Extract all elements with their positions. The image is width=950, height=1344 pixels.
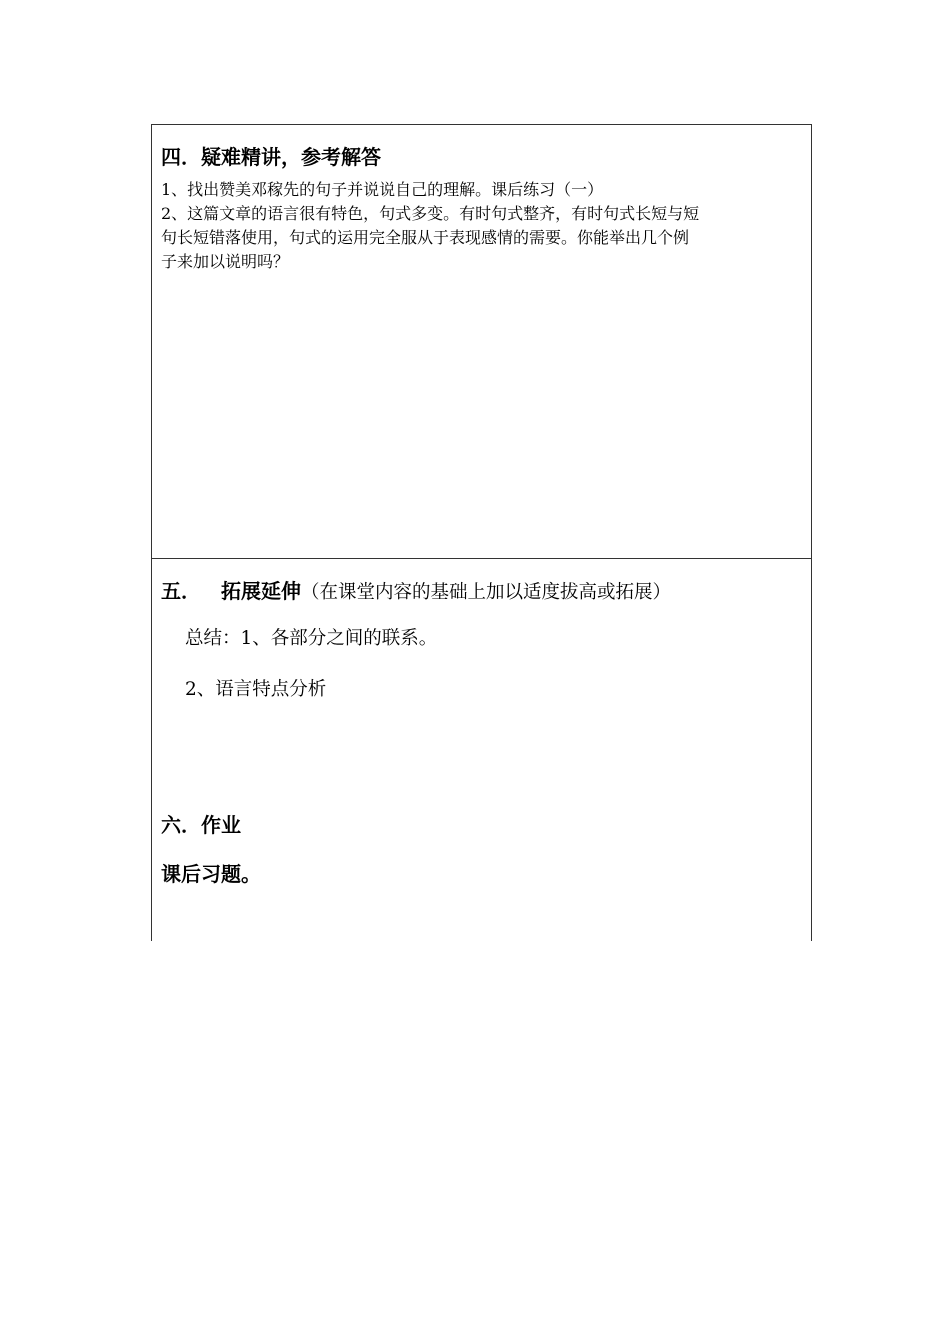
section5-number: 五． — [161, 579, 201, 603]
lesson-table — [151, 124, 812, 941]
section6-task: 课后习题。 — [161, 862, 261, 886]
section4-questions — [161, 178, 806, 274]
row-divider — [152, 558, 811, 559]
summary-line-1: 总结：1、各部分之间的联系。 — [185, 628, 438, 649]
section5-note: （在课堂内容的基础上加以适度拔高或拓展） — [301, 582, 672, 603]
summary-line-2: 2、语言特点分析 — [185, 679, 327, 700]
section5-heading — [161, 575, 671, 604]
question-2-line-1: 2、这篇文章的语言很有特色，句式多变。有时句式整齐，有时句式长短与短 — [161, 204, 700, 223]
question-2-line-2: 句长短错落使用，句式的运用完全服从于表现感情的需要。你能举出几个例 — [161, 228, 690, 247]
section5-title: 拓展延伸 — [221, 579, 301, 603]
section6-heading: 六．作业 — [161, 813, 241, 837]
question-1: 1、找出赞美邓稼先的句子并说说自己的理解。课后练习（一） — [161, 180, 604, 199]
question-2-line-3: 子来加以说明吗？ — [161, 252, 290, 271]
section4-heading: 四．疑难精讲，参考解答 — [161, 145, 381, 169]
